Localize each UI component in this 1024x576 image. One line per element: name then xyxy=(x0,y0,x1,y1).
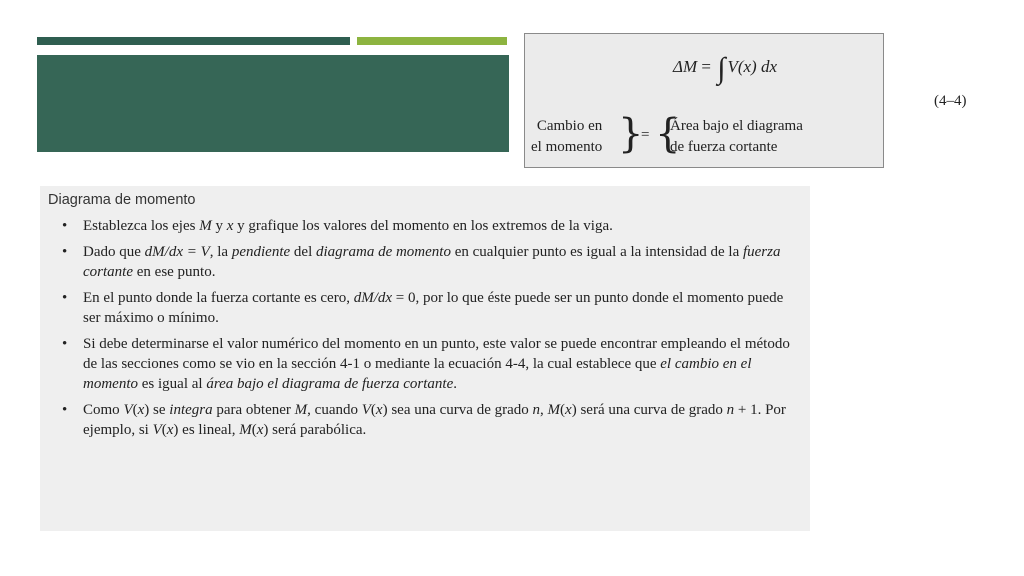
words-equals: = xyxy=(641,127,650,143)
bullet-item: • Si debe determinarse el valor numérico del momento en un punto, este valor se puede encontrar empleando el método de las secciones como se vio en la sección 4-1 o mediante la ecuación 4-4, la cual establece que el cambio en el momento es igual al área bajo el diagrama de fuerza cortante. xyxy=(40,334,810,394)
words-left-line1: Cambio en xyxy=(536,118,603,134)
equation-equals: = xyxy=(701,57,711,76)
title-block xyxy=(37,55,509,152)
bullet-item: • En el punto donde la fuerza cortante es cero, dM/dx = 0, por lo que éste puede ser un punto donde el momento puede ser máximo o mínimo. xyxy=(40,288,810,328)
equation-integrand: V(x) xyxy=(727,57,757,76)
content-panel xyxy=(40,186,810,531)
equation-number: (4–4) xyxy=(934,93,967,109)
accent-bar-green xyxy=(357,37,507,45)
equation-box xyxy=(524,33,884,168)
bullet-item: • Como V(x) se integra para obtener M, cuando V(x) sea una curva de grado n, M(x) será una curva de grado n + 1. Por ejemplo, si V(x) es lineal, M(x) será parabólica. xyxy=(40,400,810,440)
bullet-list xyxy=(40,216,810,446)
integral-symbol: ∫ xyxy=(717,52,726,85)
equation-dx: dx xyxy=(760,57,778,76)
words-left-line2: el momento xyxy=(531,139,603,155)
equation-formula xyxy=(673,52,777,86)
section-heading: Diagrama de momento xyxy=(48,192,196,208)
equation-words-right xyxy=(670,116,803,158)
bullet-item: • Establezca los ejes M y x y grafique los valores del momento en los extremos de la viga. xyxy=(40,216,810,236)
bullet-item: • Dado que dM/dx = V, la pendiente del diagrama de momento en cualquier punto es igual a la intensidad de la fuerza cortante en ese punto. xyxy=(40,242,810,282)
right-brace: } xyxy=(618,111,644,157)
accent-bar-dark xyxy=(37,37,350,45)
left-brace: { xyxy=(655,111,681,157)
equation-lhs: ΔM xyxy=(673,57,698,76)
words-right-line1: Área bajo el diagrama xyxy=(670,118,803,134)
equation-words-left xyxy=(531,116,602,158)
words-right-line2: de fuerza cortante xyxy=(670,139,778,155)
